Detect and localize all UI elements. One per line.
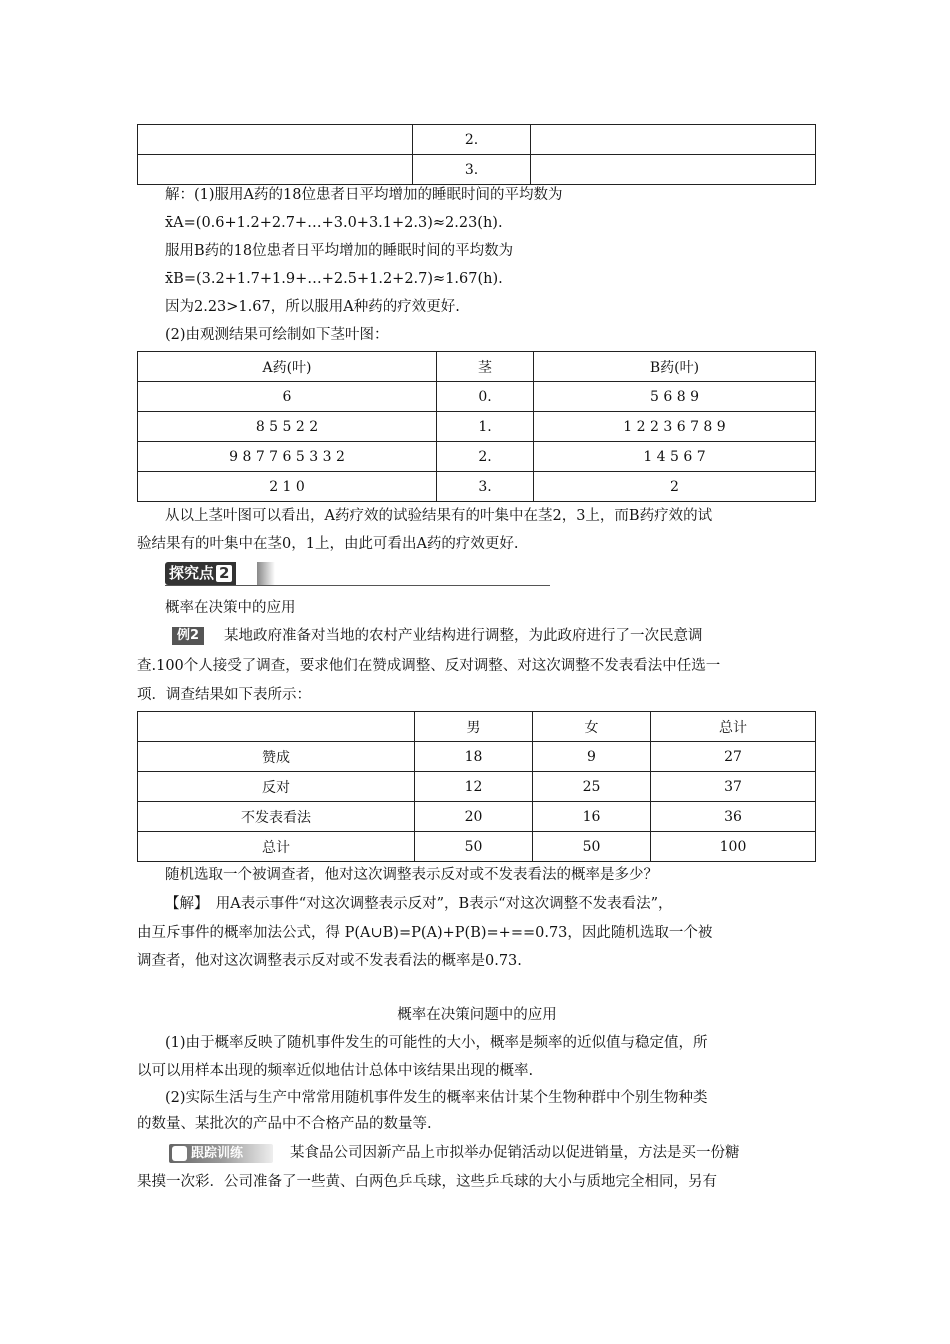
table-cell: 12 — [415, 772, 533, 802]
stem-leaf-table — [137, 351, 816, 502]
table-cell: 5 6 8 9 — [534, 382, 816, 412]
section-topic: 概率在决策中的应用 — [165, 600, 296, 616]
table-cell: 1. — [437, 412, 534, 442]
table-cell: 25 — [533, 772, 651, 802]
answer-line: 【解】 用A表示事件“对这次调整表示反对”，B表示“对这次调整不发表看法”， — [165, 896, 673, 912]
table-cell: 8 5 5 2 2 — [138, 412, 437, 442]
table-header: B药(叶) — [534, 352, 816, 382]
table-cell — [138, 155, 413, 185]
answer-line: 调查者，他对这次调整表示反对或不发表看法的概率是0.73. — [137, 953, 522, 969]
example-line: 某地政府准备对当地的农村产业结构进行调整，为此政府进行了一次民意调 — [224, 628, 703, 644]
survey-table — [137, 711, 816, 862]
solution-line: x̄B=(3.2+1.7+1.9+…+2.5+1.2+2.7)≈1.67(h). — [165, 271, 503, 287]
example-line: 查.100个人接受了调查，要求他们在赞成调整、反对调整、对这次调整不发表看法中任选一 — [137, 658, 721, 674]
table-cell: 9 — [533, 742, 651, 772]
table-cell: 100 — [651, 832, 816, 862]
table-cell — [531, 155, 816, 185]
table-cell: 不发表看法 — [138, 802, 415, 832]
table-cell: 总计 — [138, 832, 415, 862]
table-header: 男 — [415, 712, 533, 742]
table-header: 茎 — [437, 352, 534, 382]
table-header: A药(叶) — [138, 352, 437, 382]
table-cell: 2 — [534, 472, 816, 502]
table-cell: 16 — [533, 802, 651, 832]
table-header: 女 — [533, 712, 651, 742]
table-cell: 9 8 7 7 6 5 3 3 2 — [138, 442, 437, 472]
example-badge: 例2 — [172, 627, 204, 645]
table-cell: 赞成 — [138, 742, 415, 772]
summary-title: 概率在决策问题中的应用 — [397, 1007, 557, 1023]
table-cell: 2. — [437, 442, 534, 472]
table-cell: 2 1 0 — [138, 472, 437, 502]
notebook-icon — [172, 1146, 187, 1161]
summary-line: 的数量、某批次的产品中不合格产品的数量等. — [137, 1116, 432, 1132]
table-cell: 20 — [415, 802, 533, 832]
practice-line: 果摸一次彩．公司准备了一些黄、白两色乒乓球，这些乒乓球的大小与质地完全相同，另有 — [137, 1174, 717, 1190]
section-heading — [165, 562, 550, 588]
table-cell: 反对 — [138, 772, 415, 802]
summary-line: (2)实际生活与生产中常常用随机事件发生的概率来估计某个生物种群中个别生物种类 — [165, 1090, 708, 1106]
table-cell: 3. — [437, 472, 534, 502]
summary-line: (1)由于概率反映了随机事件发生的可能性的大小，概率是频率的近似值与稳定值，所 — [165, 1035, 708, 1051]
table-cell: 0. — [437, 382, 534, 412]
summary-line: 以可以用样本出现的频率近似地估计总体中该结果出现的概率. — [137, 1063, 534, 1079]
practice-line: 某食品公司因新产品上市拟举办促销活动以促进销量，方法是买一份糖 — [290, 1145, 740, 1161]
table-cell: 37 — [651, 772, 816, 802]
solution-line: 因为2.23>1.67，所以服用A种药的疗效更好. — [165, 299, 460, 315]
table-cell: 50 — [415, 832, 533, 862]
conclusion-line: 验结果有的叶集中在茎0，1上，由此可看出A药的疗效更好. — [137, 536, 519, 552]
table-header: 总计 — [651, 712, 816, 742]
example-line: 项．调查结果如下表所示： — [137, 687, 311, 703]
table-cell: 6 — [138, 382, 437, 412]
table-cell: 50 — [533, 832, 651, 862]
table-cell: 1 4 5 6 7 — [534, 442, 816, 472]
practice-badge: 跟踪训练 — [169, 1144, 273, 1163]
table-cell: 3. — [413, 155, 531, 185]
table-cell: 1 2 2 3 6 7 8 9 — [534, 412, 816, 442]
table-cell: 2. — [413, 125, 531, 155]
table-cell: 36 — [651, 802, 816, 832]
solution-line: 服用B药的18位患者日平均增加的睡眠时间的平均数为 — [165, 243, 514, 259]
top-table — [137, 124, 816, 185]
table-cell — [531, 125, 816, 155]
solution-line: (2)由观测结果可绘制如下茎叶图： — [165, 327, 389, 343]
solution-line: x̄A=(0.6+1.2+2.7+…+3.0+3.1+2.3)≈2.23(h). — [165, 215, 503, 231]
question-line: 随机选取一个被调查者，他对这次调整表示反对或不发表看法的概率是多少？ — [165, 867, 658, 883]
table-header — [138, 712, 415, 742]
section-badge: 探究点 2 — [165, 562, 236, 585]
conclusion-line: 从以上茎叶图可以看出，A药疗效的试验结果有的叶集中在茎2，3上，而B药疗效的试 — [165, 508, 713, 524]
table-cell — [138, 125, 413, 155]
table-cell: 18 — [415, 742, 533, 772]
table-cell: 27 — [651, 742, 816, 772]
answer-line: 由互斥事件的概率加法公式，得 P(A∪B)=P(A)+P(B)=+==0.73，因此随机选取一个被 — [137, 925, 713, 941]
solution-line: 解：(1)服用A药的18位患者日平均增加的睡眠时间的平均数为 — [165, 187, 563, 203]
